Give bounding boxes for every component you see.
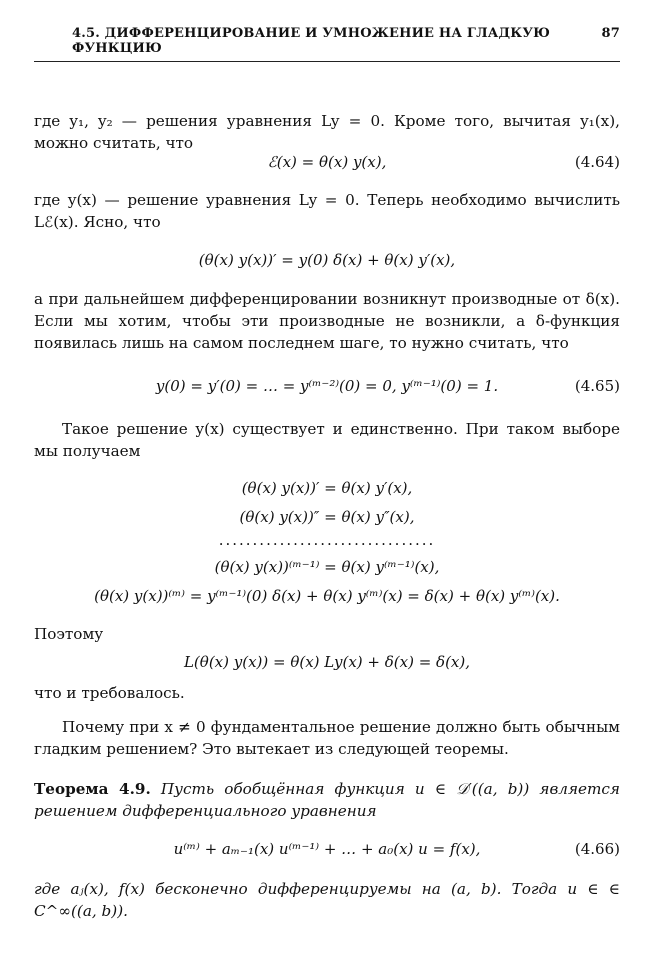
running-header [34,22,620,62]
equation-derivative-body: (θ(x) y(x))′ = y(0) δ(x) + θ(x) y′(x), [198,251,456,269]
equation-number-4-64: (4.64) [574,153,620,171]
system-line-2-body: (θ(x) y(x))″ = θ(x) y″(x), [239,508,415,526]
paragraph-3: а при дальнейшем дифференцировании возникнут производные от δ(x). Если мы хотим, чтобы эти производные не возникли, а δ-функция появилась лишь на самом последнем шаге, то нужно считать, что [34,290,620,352]
paragraph-1: где y₁, y₂ — решения уравнения Ly = 0. Кроме того, вычитая y₁(x), можно считать, что [34,112,620,152]
theorem-label: Теорема 4.9. [34,780,151,798]
equation-number-4-65: (4.65) [574,377,620,395]
page-number: 87 [601,26,620,41]
equation-4-64-body: ℰ(x) = θ(x) y(x), [267,153,387,171]
paragraph-6: что и требовалось. [34,684,185,702]
system-line-1 [34,477,620,499]
system-line-4-body: (θ(x) y(x))⁽ᵐ⁾ = y⁽ᵐ⁻¹⁾(0) δ(x) + θ(x) y⁽ᵐ⁾(x) = δ(x) + θ(x) y⁽ᵐ⁾(x). [94,587,560,605]
system-line-2 [34,506,620,528]
system-line-3 [34,556,620,578]
theorem-statement: Пусть обобщённая функция u ∈ 𝒟′((a, b)) является решением дифференциального уравнения [34,780,620,820]
equation-4-65-body: y(0) = y′(0) = … = y⁽ᵐ⁻²⁾(0) = 0, y⁽ᵐ⁻¹⁾(0) = 1. [155,377,499,395]
paragraph-8: где aⱼ(x), f(x) бесконечно дифференцируемы на (a, b). Тогда u ∈ ∈ C^∞((a, b)). [34,880,620,920]
equation-4-65 [34,375,620,397]
paragraph-5: Поэтому [34,625,104,643]
section-title: 4.5. ДИФФЕРЕНЦИРОВАНИЕ И УМНОЖЕНИЕ НА ГЛАДКУЮ ФУНКЦИЮ [72,26,551,56]
paragraph-2: где y(x) — решение уравнения Ly = 0. Теперь необходимо вычислить Lℰ(x). Ясно, что [34,191,620,231]
system-line-3-body: (θ(x) y(x))⁽ᵐ⁻¹⁾ = θ(x) y⁽ᵐ⁻¹⁾(x), [214,558,440,576]
equation-4-66-body: u⁽ᵐ⁾ + aₘ₋₁(x) u⁽ᵐ⁻¹⁾ + … + a₀(x) u = f(x), [173,840,481,858]
system-ellipsis-dots: ................................ [218,531,436,549]
paragraph-4: Такое решение y(x) существует и единственно. При таком выборе мы получаем [34,420,620,460]
equation-derivative [34,249,620,271]
equation-4-64 [34,151,620,173]
system-ellipsis [34,532,620,548]
equation-4-66 [34,838,620,860]
equation-L [34,651,620,673]
equation-L-body: L(θ(x) y(x)) = θ(x) Ly(x) + δ(x) = δ(x), [183,653,471,671]
paragraph-7: Почему при x ≠ 0 фундаментальное решение должно быть обычным гладким решением? Это вытекает из следующей теоремы. [34,718,620,758]
equation-number-4-66: (4.66) [574,840,620,858]
book-page [34,22,620,922]
system-line-4 [34,585,620,607]
system-line-1-body: (θ(x) y(x))′ = θ(x) y′(x), [241,479,413,497]
theorem-4-9 [34,778,620,822]
